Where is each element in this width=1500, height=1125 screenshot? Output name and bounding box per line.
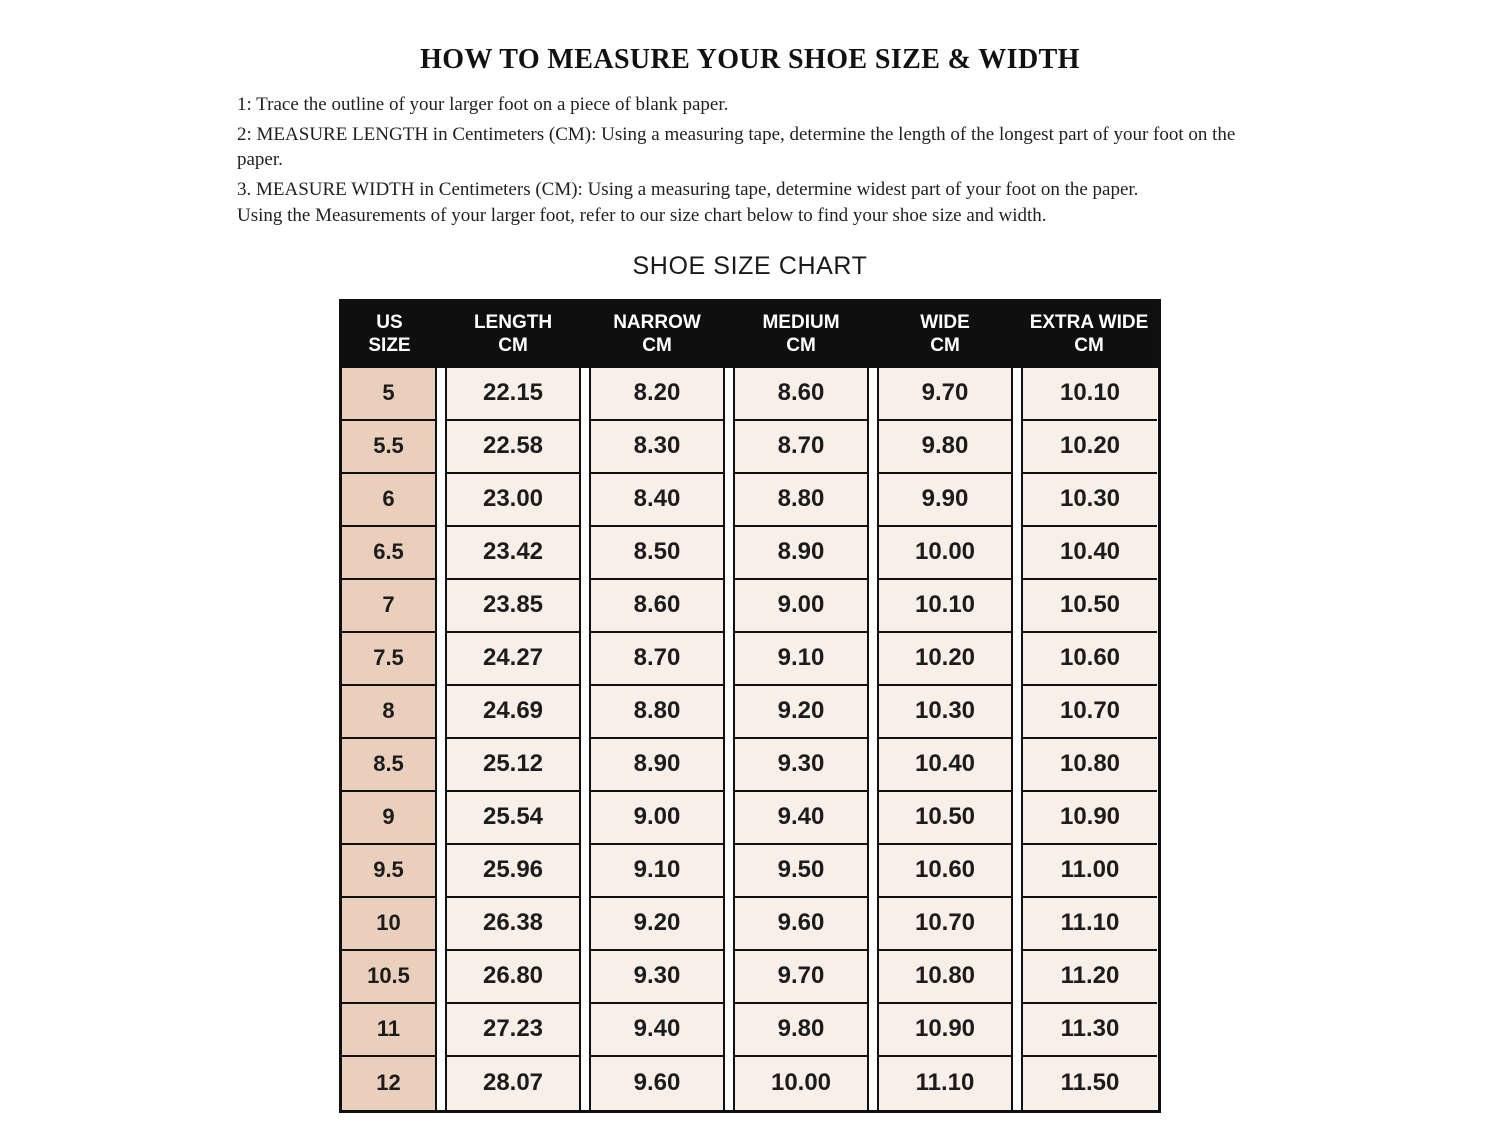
us-size-cell: 9.5 [342,845,437,898]
measurement-cell: 10.50 [877,792,1013,845]
column-header-wide-cm: WIDE CM [920,312,970,357]
measurement-cell: 8.20 [589,368,725,421]
column-header-narrow-cm: NARROW CM [613,312,701,357]
measurement-cell: 8.40 [589,474,725,527]
us-size-cell: 5 [342,368,437,421]
us-size-cell: 9 [342,792,437,845]
measuring-instructions [237,92,1237,228]
chart-title: SHOE SIZE CHART [632,252,868,281]
measurement-cell: 23.42 [445,527,581,580]
measurement-cell: 10.30 [1021,474,1157,527]
measurement-cell: 25.96 [445,845,581,898]
us-size-cell: 8.5 [342,739,437,792]
measurement-cell: 8.80 [733,474,869,527]
measurement-cell: 9.80 [877,421,1013,474]
measurement-cell: 8.50 [589,527,725,580]
measurement-cell: 8.90 [589,739,725,792]
measurement-cell: 9.80 [733,1004,869,1057]
measurement-cell: 23.85 [445,580,581,633]
measurement-cell: 11.50 [1021,1057,1157,1110]
table-row [342,368,1158,421]
measurement-cell: 10.90 [877,1004,1013,1057]
measurement-cell: 9.70 [877,368,1013,421]
measurement-cell: 23.00 [445,474,581,527]
measurement-cell: 22.58 [445,421,581,474]
measurement-cell: 10.10 [1021,368,1157,421]
measurement-cell: 27.23 [445,1004,581,1057]
measurement-cell: 11.20 [1021,951,1157,1004]
measurement-cell: 10.40 [1021,527,1157,580]
measurement-cell: 10.80 [877,951,1013,1004]
measurement-cell: 10.00 [733,1057,869,1110]
measurement-cell: 10.40 [877,739,1013,792]
us-size-cell: 7.5 [342,633,437,686]
measurement-cell: 28.07 [445,1057,581,1110]
measurement-cell: 8.60 [589,580,725,633]
measurement-cell: 11.10 [1021,898,1157,951]
us-size-cell: 6.5 [342,527,437,580]
column-header-medium-cm: MEDIUM CM [762,312,840,357]
measurement-cell: 10.60 [1021,633,1157,686]
measurement-cell: 25.12 [445,739,581,792]
measurement-cell: 9.30 [733,739,869,792]
measurement-cell: 8.60 [733,368,869,421]
instruction-step-1: 1: Trace the outline of your larger foot on a piece of blank paper. [237,94,729,115]
table-row [342,951,1158,1004]
measurement-cell: 9.20 [589,898,725,951]
table-row [342,633,1158,686]
measurement-cell: 9.00 [589,792,725,845]
measurement-cell: 9.70 [733,951,869,1004]
us-size-cell: 6 [342,474,437,527]
us-size-cell: 12 [342,1057,437,1110]
instruction-step-3: 3. MEASURE WIDTH in Centimeters (CM): Using a measuring tape, determine widest part of your foot on the paper. [237,178,1139,200]
measurement-cell: 10.70 [877,898,1013,951]
us-size-cell: 8 [342,686,437,739]
measurement-cell: 9.30 [589,951,725,1004]
us-size-cell: 7 [342,580,437,633]
column-header-length-cm: LENGTH CM [473,312,553,357]
us-size-cell: 11 [342,1004,437,1057]
measurement-cell: 9.50 [733,845,869,898]
measurement-cell: 9.60 [589,1057,725,1110]
measurement-cell: 10.90 [1021,792,1157,845]
measurement-cell: 11.30 [1021,1004,1157,1057]
table-row [342,474,1158,527]
measurement-cell: 10.10 [877,580,1013,633]
measurement-cell: 8.90 [733,527,869,580]
table-row [342,739,1158,792]
measurement-cell: 9.40 [589,1004,725,1057]
measurement-cell: 9.00 [733,580,869,633]
measurement-cell: 10.20 [877,633,1013,686]
chart-header-row [342,302,1158,367]
measurement-cell: 9.40 [733,792,869,845]
measurement-cell: 8.70 [733,421,869,474]
measurement-cell: 26.38 [445,898,581,951]
table-row [342,1004,1158,1057]
instruction-step-2: 2: MEASURE LENGTH in Centimeters (CM): Using a measuring tape, determine the length of the longest part of your foot on the paper. [237,123,1236,171]
measurement-cell: 9.20 [733,686,869,739]
table-row [342,421,1158,474]
measurement-cell: 11.10 [877,1057,1013,1110]
instruction-note: Using the Measurements of your larger foot, refer to our size chart below to find your shoe size and width. [237,204,1047,226]
measurement-cell: 10.30 [877,686,1013,739]
measurement-cell: 8.30 [589,421,725,474]
measurement-cell: 9.60 [733,898,869,951]
column-header-us-size: US SIZE [368,312,411,357]
table-row [342,527,1158,580]
measurement-cell: 8.80 [589,686,725,739]
measurement-cell: 9.10 [589,845,725,898]
measurement-cell: 25.54 [445,792,581,845]
measurement-cell: 11.00 [1021,845,1157,898]
table-row [342,686,1158,739]
measurement-cell: 9.10 [733,633,869,686]
measurement-cell: 10.80 [1021,739,1157,792]
us-size-cell: 10.5 [342,951,437,1004]
measurement-cell: 10.50 [1021,580,1157,633]
table-row [342,898,1158,951]
measurement-cell: 24.27 [445,633,581,686]
measurement-cell: 10.00 [877,527,1013,580]
shoe-size-chart [339,299,1161,1112]
table-row [342,580,1158,633]
measurement-cell: 9.90 [877,474,1013,527]
us-size-cell: 10 [342,898,437,951]
table-row [342,1057,1158,1110]
measurement-cell: 26.80 [445,951,581,1004]
measurement-cell: 10.70 [1021,686,1157,739]
measurement-cell: 8.70 [589,633,725,686]
table-row [342,792,1158,845]
measurement-cell: 10.60 [877,845,1013,898]
chart-body [342,368,1158,1110]
measurement-cell: 10.20 [1021,421,1157,474]
us-size-cell: 5.5 [342,421,437,474]
measurement-cell: 24.69 [445,686,581,739]
measurement-cell: 22.15 [445,368,581,421]
table-row [342,845,1158,898]
page-title: HOW TO MEASURE YOUR SHOE SIZE & WIDTH [420,44,1080,75]
column-header-extra-wide-cm: EXTRA WIDE CM [1029,312,1149,357]
